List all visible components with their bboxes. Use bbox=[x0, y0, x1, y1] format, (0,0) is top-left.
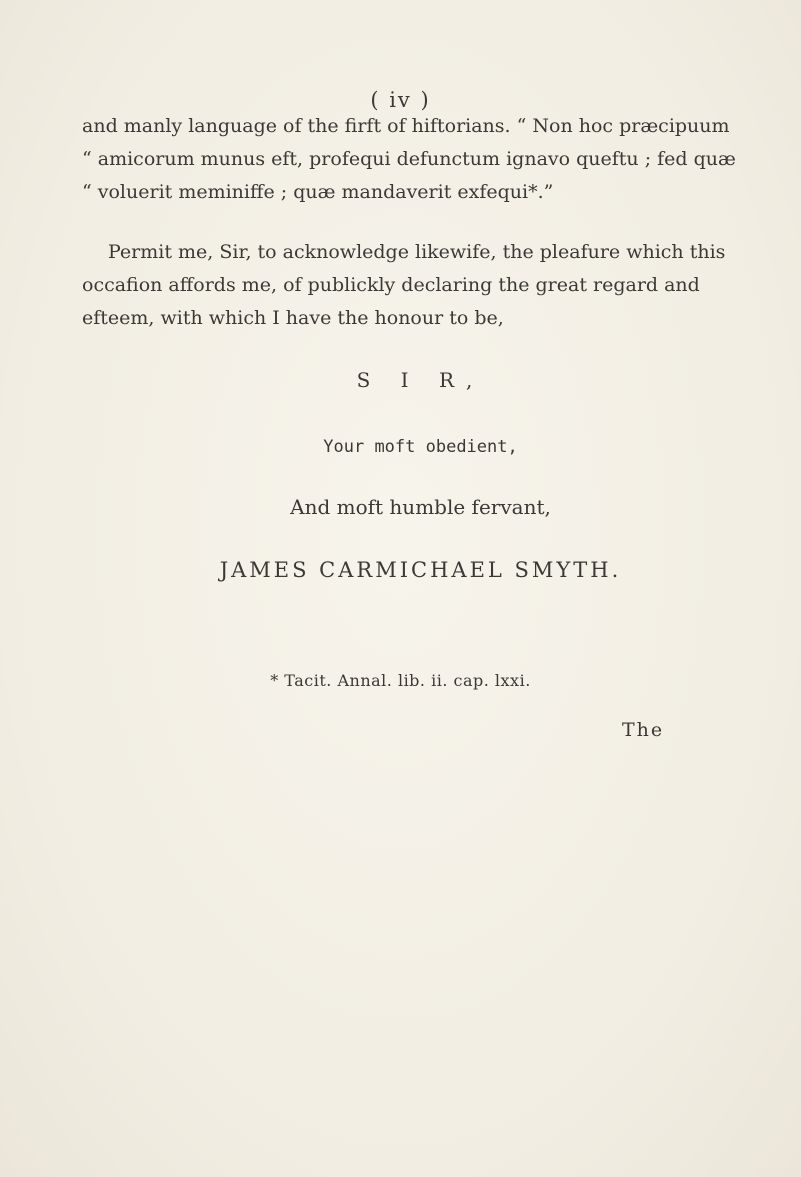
catchword: The bbox=[622, 719, 665, 741]
text-line: Permit me, Sir, to acknowledge likewife, the pleafure which this bbox=[108, 241, 726, 263]
text-line: “ voluerit meminiffe ; quæ mandaverit exfequi*.” bbox=[82, 181, 554, 203]
text-line: occafion affords me, of publickly declaring the great regard and bbox=[82, 274, 700, 296]
footnote: * Tacit. Annal. lib. ii. cap. lxxi. bbox=[270, 671, 531, 690]
text-line: and manly language of the firft of hiftorians. “ Non hoc præcipuum bbox=[82, 115, 730, 137]
signature: JAMES CARMICHAEL SMYTH. bbox=[219, 558, 622, 582]
text-line: “ amicorum munus eft, profequi defunctum ignavo queftu ; fed quæ bbox=[82, 148, 736, 170]
page-number: ( iv ) bbox=[370, 88, 431, 112]
text-line: efteem, with which I have the honour to be, bbox=[82, 307, 504, 329]
closing-obedient: Your moft obedient, bbox=[323, 437, 518, 457]
closing-humble: And moft humble fervant, bbox=[290, 495, 551, 519]
salutation: S I R, bbox=[356, 368, 485, 392]
